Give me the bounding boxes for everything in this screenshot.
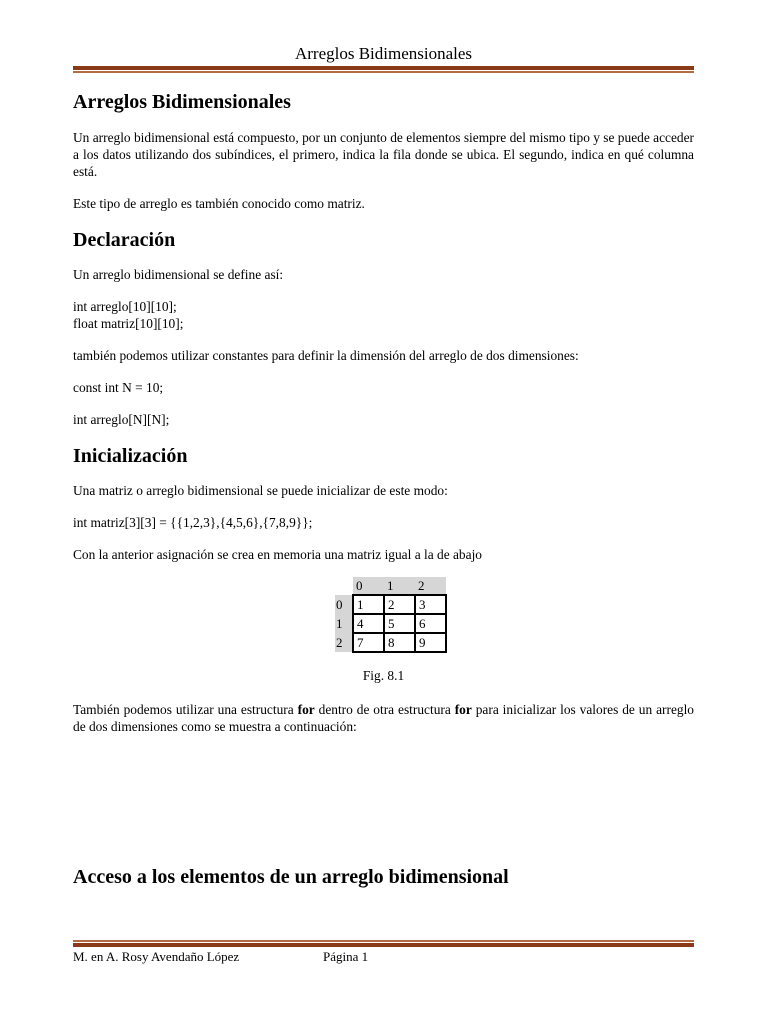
inicializacion-paragraph-3 — [73, 701, 694, 735]
declaracion-paragraph-2: también podemos utilizar constantes para definir la dimensión del arreglo de dos dimensiones: — [73, 348, 579, 363]
figure-caption: Fig. 8.1 — [362, 668, 405, 683]
matrix-cell: 7 — [353, 633, 384, 652]
matrix-row-header: 1 — [335, 614, 353, 633]
paragraph-text: También podemos utilizar una estructura — [73, 702, 298, 717]
matrix-cell: 9 — [415, 633, 446, 652]
running-header: Arreglos Bidimensionales — [294, 44, 473, 63]
inicializacion-paragraph-1: Una matriz o arreglo bidimensional se puede inicializar de este modo: — [73, 483, 448, 498]
matrix-cell: 8 — [384, 633, 415, 652]
matrix-table — [335, 577, 447, 653]
body-content — [73, 90, 694, 889]
paragraph-text: dentro de otra estructura — [314, 702, 455, 717]
footer-author: M. en A. Rosy Avendaño López — [73, 949, 240, 964]
code-line-2: float matriz[10][10]; — [73, 316, 184, 331]
paragraph-text: para inicializar los valores de un arreglo de dos dimensiones como se muestra a continuación: — [73, 702, 694, 734]
matrix-cell: 1 — [353, 595, 384, 614]
code-line-3: const int N = 10; — [73, 380, 164, 395]
matrix-header-row — [335, 577, 446, 595]
code-line-1: int arreglo[10][10]; — [73, 299, 177, 314]
matrix-cell: 5 — [384, 614, 415, 633]
keyword-for: for — [454, 702, 472, 717]
matrix-row — [335, 633, 446, 652]
matrix-cell: 6 — [415, 614, 446, 633]
declaracion-paragraph-1: Un arreglo bidimensional se define así: — [73, 267, 284, 282]
matrix-row — [335, 595, 446, 614]
code-line-4: int arreglo[N][N]; — [73, 412, 170, 427]
matrix-col-header: 1 — [384, 577, 415, 595]
section-heading-inicializacion: Inicialización — [73, 445, 188, 467]
matrix-cell: 4 — [353, 614, 384, 633]
matrix-figure — [73, 577, 694, 653]
matrix-col-header: 2 — [415, 577, 446, 595]
keyword-for: for — [297, 702, 315, 717]
matrix-row-header: 0 — [335, 595, 353, 614]
matrix-corner — [335, 577, 353, 595]
section-heading-declaracion: Declaración — [73, 229, 176, 251]
footer-page-number: Página 1 — [323, 949, 369, 964]
header-rule — [73, 66, 694, 73]
matrix-cell: 3 — [415, 595, 446, 614]
matrix-row — [335, 614, 446, 633]
inicializacion-paragraph-2: Con la anterior asignación se crea en memoria una matriz igual a la de abajo — [73, 547, 482, 562]
matrix-row-header: 2 — [335, 633, 353, 652]
section-heading-acceso: Acceso a los elementos de un arreglo bidimensional — [73, 866, 509, 888]
intro-paragraph-1: Un arreglo bidimensional está compuesto, por un conjunto de elementos siempre del mismo tipo y se puede acceder a los datos utilizando dos subíndices, el primero, indica la fila donde se ubica. El segundo, indica en qué columna está. — [73, 130, 695, 179]
code-line-5: int matriz[3][3] = {{1,2,3},{4,5,6},{7,8,9}}; — [73, 515, 313, 530]
intro-paragraph-2: Este tipo de arreglo es también conocido como matriz. — [73, 196, 365, 211]
matrix-cell: 2 — [384, 595, 415, 614]
footer-rule — [73, 940, 694, 947]
matrix-col-header: 0 — [353, 577, 384, 595]
section-heading-intro: Arreglos Bidimensionales — [73, 91, 291, 113]
